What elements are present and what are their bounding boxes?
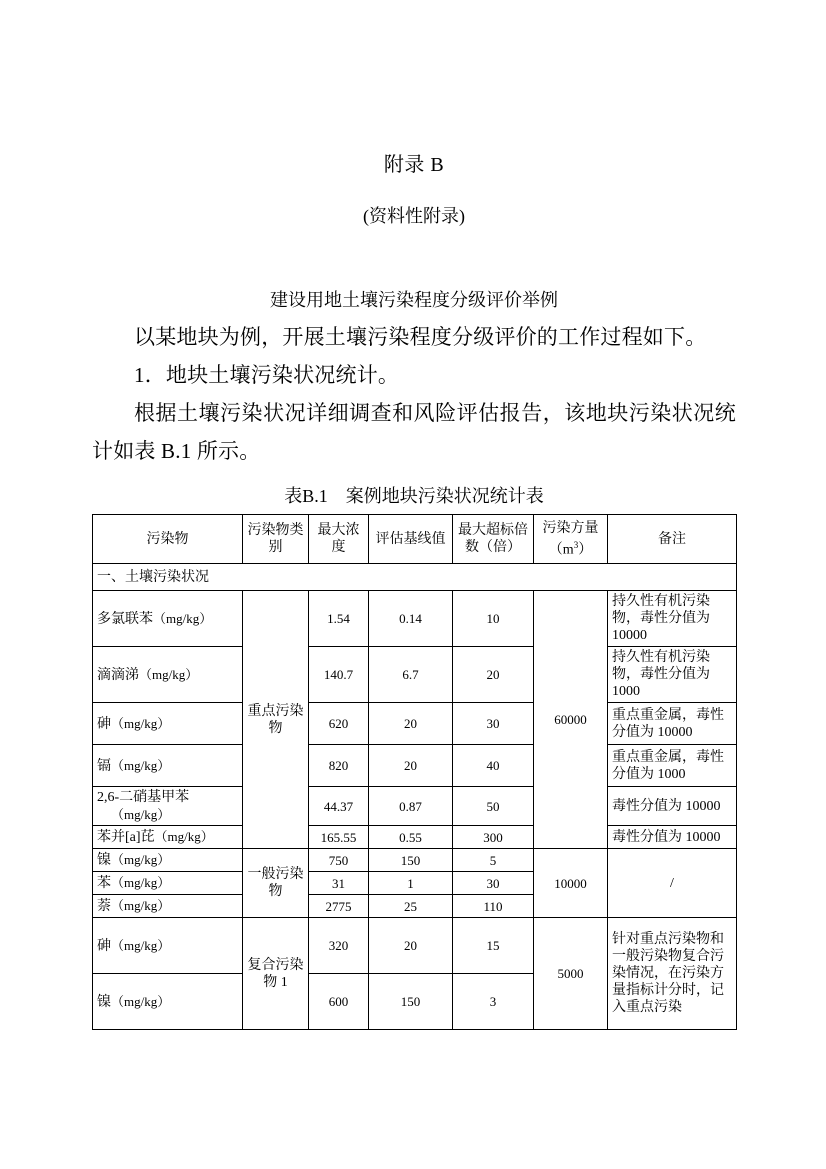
pollutant-name-text: 苯 <box>97 876 111 891</box>
table-row <box>93 826 737 849</box>
pollutant-unit: （mg/kg） <box>111 937 171 953</box>
pollution-volume-key: 60000 <box>534 591 608 849</box>
exceedance-value: 15 <box>453 918 534 974</box>
pollution-volume-general: 10000 <box>534 849 608 918</box>
max-concentration-value: 750 <box>309 849 369 872</box>
exceedance-value: 3 <box>453 974 534 1030</box>
exceedance-value: 110 <box>453 895 534 918</box>
baseline-value: 0.87 <box>369 787 453 826</box>
header-remark: 备注 <box>608 515 737 564</box>
remark-text: / <box>608 849 737 918</box>
step-1-heading: 1．地块土壤污染状况统计。 <box>134 363 400 387</box>
baseline-value: 1 <box>369 872 453 895</box>
pollutant-name <box>93 591 243 647</box>
pollutant-name-text: 砷 <box>97 938 111 954</box>
pollutant-unit: （mg/kg） <box>111 993 171 1009</box>
pollutant-name <box>93 918 243 974</box>
max-concentration-value: 600 <box>309 974 369 1030</box>
section-label-soil: 一、土壤污染状况 <box>93 564 737 591</box>
exceedance-value: 20 <box>453 647 534 703</box>
pollutant-name <box>93 974 243 1030</box>
category-general-pollutant: 一般污染物 <box>243 849 309 918</box>
remark-text: 持久性有机污染物，毒性分值为 10000 <box>608 591 737 647</box>
header-volume-unit-open: （m <box>548 542 574 558</box>
pollutant-name-text: 滴滴涕 <box>97 667 139 683</box>
baseline-value: 0.14 <box>369 591 453 647</box>
table-row <box>93 918 737 974</box>
max-concentration-value: 820 <box>309 745 369 787</box>
table-row <box>93 647 737 703</box>
pollutant-unit: （mg/kg） <box>111 875 171 890</box>
baseline-value: 25 <box>369 895 453 918</box>
remark-text: 重点重金属，毒性分值为 1000 <box>608 745 737 787</box>
category-composite-pollutant: 复合污染物 1 <box>243 918 309 1030</box>
intro-paragraph: 以某地块为例，开展土壤污染程度分级评价的工作过程如下。 <box>134 325 707 349</box>
header-pollutant: 污染物 <box>93 515 243 564</box>
baseline-value: 150 <box>369 849 453 872</box>
remark-text: 持久性有机污染物，毒性分值为 1000 <box>608 647 737 703</box>
pollutant-name <box>93 745 243 787</box>
baseline-value: 20 <box>369 918 453 974</box>
header-max-concentration: 最大浓度 <box>309 515 369 564</box>
exceedance-value: 50 <box>453 787 534 826</box>
table-row <box>93 787 737 826</box>
pollutant-name-text: 苯并[a]芘 <box>97 830 155 845</box>
max-concentration-value: 140.7 <box>309 647 369 703</box>
pollutant-name <box>93 849 243 872</box>
baseline-value: 20 <box>369 703 453 745</box>
max-concentration-value: 1.54 <box>309 591 369 647</box>
step-1-body: 根据土壤污染状况详细调查和风险评估报告，该地块污染状况统计如表 B.1 所示。 <box>92 401 736 463</box>
header-category: 污染物类别 <box>243 515 309 564</box>
remark-text: 针对重点污染物和一般污染物复合污染情况，在污染方量指标计分时，记入重点污染 <box>608 918 737 1030</box>
pollutant-name <box>93 826 243 849</box>
table-row <box>93 703 737 745</box>
pollutant-unit: （mg/kg） <box>111 715 171 731</box>
pollutant-name-text: 砷 <box>97 716 111 732</box>
table-section-row <box>93 564 737 591</box>
remark-text: 毒性分值为 10000 <box>608 787 737 826</box>
header-exceedance-multiple <box>453 515 534 564</box>
pollutant-name-text: 萘 <box>97 899 111 914</box>
table-row <box>93 849 737 872</box>
pollutant-unit: （mg/kg） <box>153 610 213 626</box>
appendix-title: 附录 B <box>383 154 445 176</box>
pollutant-unit: （mg/kg） <box>111 898 171 913</box>
max-concentration-value: 2775 <box>309 895 369 918</box>
exceedance-value: 30 <box>453 872 534 895</box>
header-volume-line1: 污染方量 <box>542 520 599 536</box>
max-concentration-value: 165.55 <box>309 826 369 849</box>
max-concentration-value: 620 <box>309 703 369 745</box>
table-row <box>93 745 737 787</box>
baseline-value: 150 <box>369 974 453 1030</box>
pollutant-unit: （mg/kg） <box>139 666 199 682</box>
remark-text: 重点重金属，毒性分值为 10000 <box>608 703 737 745</box>
pollutant-name-text: 镍 <box>97 994 111 1010</box>
table-row <box>93 591 737 647</box>
pollutant-name-text: 镍 <box>97 853 111 868</box>
pollutant-name <box>93 872 243 895</box>
appendix-subtitle: (资料性附录) <box>363 206 465 226</box>
pollution-volume-composite: 5000 <box>534 918 608 1030</box>
pollutant-name-text: 多氯联苯 <box>97 611 153 627</box>
max-concentration-value: 44.37 <box>309 787 369 826</box>
table-header-row <box>93 515 737 564</box>
category-key-pollutant: 重点污染物 <box>243 591 309 849</box>
page-content <box>92 0 736 1030</box>
exceedance-value: 5 <box>453 849 534 872</box>
exceedance-value: 10 <box>453 591 534 647</box>
header-exceedance-line2: 数（倍） <box>465 540 521 555</box>
header-volume-unit-close: ） <box>578 542 593 558</box>
baseline-value: 6.7 <box>369 647 453 703</box>
pollutant-unit: （mg/kg） <box>111 852 171 867</box>
max-concentration-value: 31 <box>309 872 369 895</box>
baseline-value: 0.55 <box>369 826 453 849</box>
pollutant-name-text: 镉 <box>97 758 111 774</box>
max-concentration-value: 320 <box>309 918 369 974</box>
header-exceedance-line1: 最大超标倍 <box>458 523 528 538</box>
baseline-value: 20 <box>369 745 453 787</box>
pollutant-name <box>93 647 243 703</box>
table-caption: 表B.1 案例地块污染状况统计表 <box>284 486 544 506</box>
remark-text: 毒性分值为 10000 <box>608 826 737 849</box>
pollutant-unit: （mg/kg） <box>154 829 214 844</box>
exceedance-value: 30 <box>453 703 534 745</box>
pollutant-name <box>93 895 243 918</box>
pollutant-unit: （mg/kg） <box>111 757 171 773</box>
header-baseline-value: 评估基线值 <box>369 515 453 564</box>
exceedance-value: 300 <box>453 826 534 849</box>
section-title: 建设用地土壤污染程度分级评价举例 <box>270 290 558 310</box>
header-pollution-volume <box>534 515 608 564</box>
pollutant-unit: （mg/kg） <box>111 807 171 822</box>
pollution-statistics-table <box>92 514 737 1030</box>
pollutant-name-text: 2,6-二硝基甲苯 <box>97 790 190 805</box>
pollutant-name <box>93 787 243 826</box>
exceedance-value: 40 <box>453 745 534 787</box>
header-volume-exponent: 3 <box>573 539 579 550</box>
pollutant-name <box>93 703 243 745</box>
